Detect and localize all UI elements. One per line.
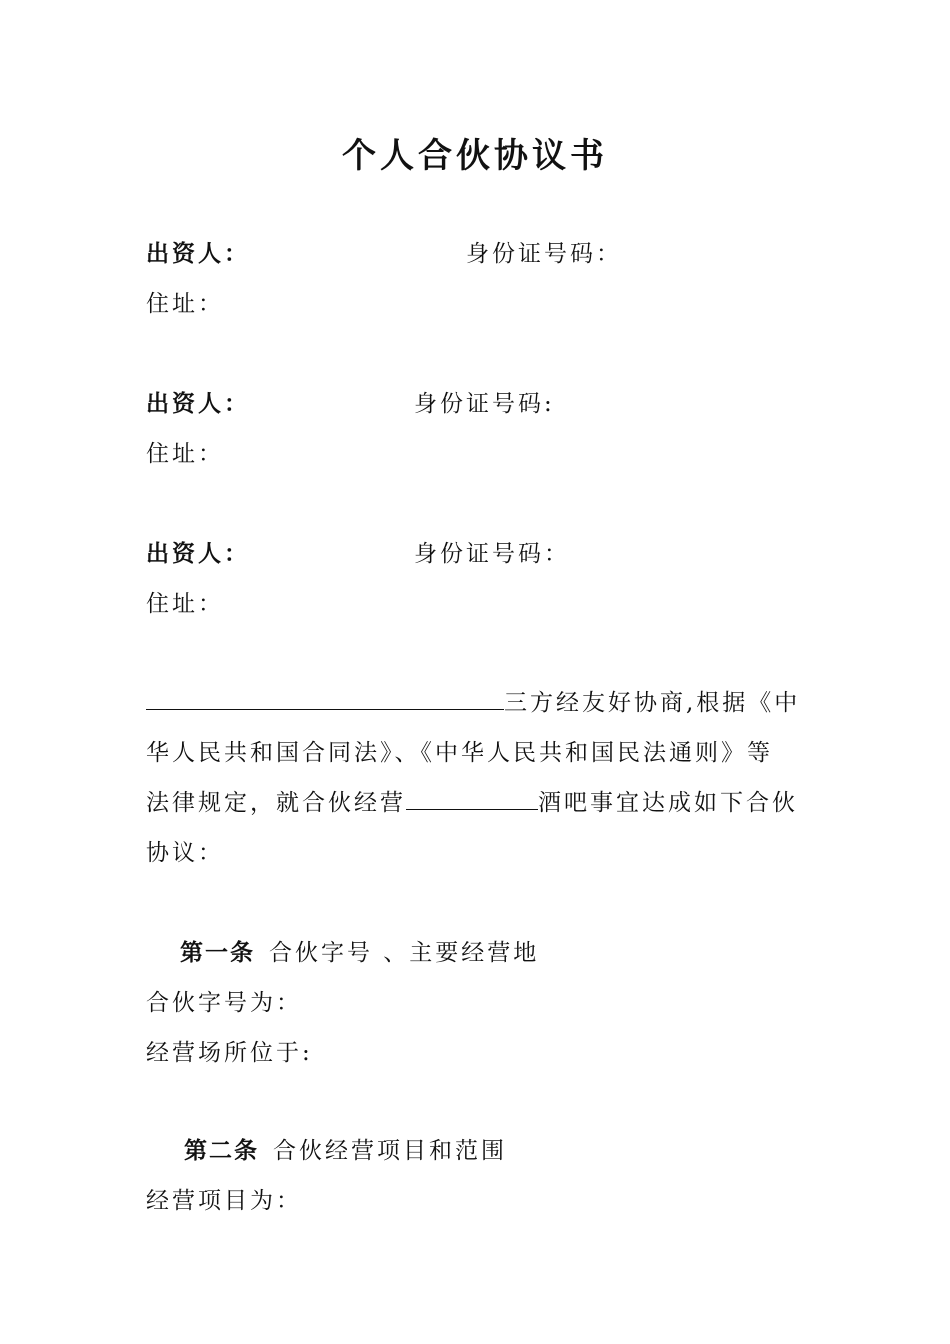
id-number-label-2: 身份证号码: xyxy=(414,391,555,417)
article-2-heading xyxy=(184,1132,507,1165)
investor-label-1: 出资人： xyxy=(146,240,250,267)
party-names-blank xyxy=(146,685,504,710)
investor-label-3: 出资人： xyxy=(146,540,250,567)
id-number-label-3: 身份证号码： xyxy=(414,541,570,567)
address-label-3: 住址： xyxy=(146,591,224,617)
article-2-number: 第二条 xyxy=(184,1137,259,1164)
address-label-2: 住址： xyxy=(146,441,224,467)
business-scope-field: 经营项目为： xyxy=(146,1188,302,1214)
preamble-line-1 xyxy=(146,684,800,717)
partnership-name-field: 合伙字号为： xyxy=(146,990,302,1016)
preamble-line-2: 华人民共和国合同法》、《中华人民共和国民法通则》等 xyxy=(146,740,773,766)
address-label-1: 住址： xyxy=(146,291,224,317)
article-2-title: 合伙经营项目和范围 xyxy=(273,1138,507,1164)
article-1-title: 合伙字号 、主要经营地 xyxy=(269,940,540,966)
preamble-text-1: 三方经友好协商,根据《中 xyxy=(504,690,801,716)
preamble-text-3-prefix: 法律规定，就合伙经营 xyxy=(146,790,406,816)
article-1-number: 第一条 xyxy=(180,939,255,966)
bar-name-blank xyxy=(406,785,538,810)
document-title: 个人合伙协议书 xyxy=(342,136,608,176)
investor-label-2: 出资人： xyxy=(146,390,250,417)
article-1-heading xyxy=(180,934,539,967)
preamble-line-4: 协议： xyxy=(146,840,224,866)
preamble-text-3-suffix: 酒吧事宜达成如下合伙 xyxy=(538,790,798,816)
preamble-line-3 xyxy=(146,784,798,817)
id-number-label-1: 身份证号码： xyxy=(466,241,622,267)
business-location-field: 经营场所位于: xyxy=(146,1040,313,1066)
